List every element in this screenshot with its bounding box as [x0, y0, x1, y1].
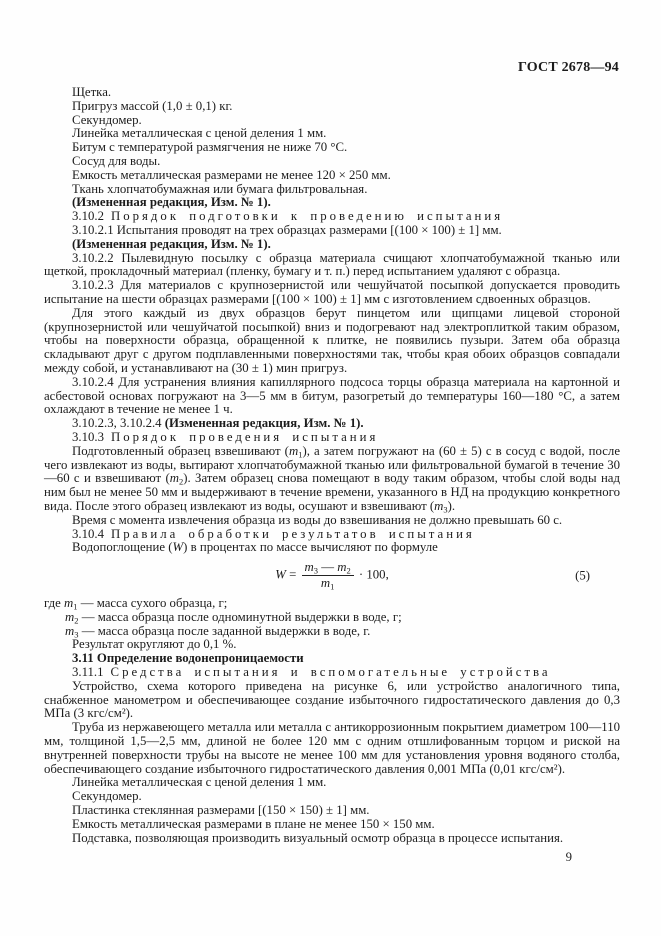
paragraph: Секундомер.	[72, 789, 142, 804]
water-absorption-formula	[44, 561, 620, 590]
paragraph: Пластинка стеклянная размерами [(150 × 150) ± 1] мм.	[72, 803, 370, 818]
paragraph: Пригруз массой (1,0 ± 0,1) кг.	[72, 98, 233, 113]
section-heading: 3.11 Определение водонепроницаемости	[72, 651, 304, 666]
paragraph: $m_3$ — масса образца после заданной выдержки в воде, г.	[65, 623, 371, 640]
paragraph: Подготовленный образец взвешивают $(m_1)$, а затем погружают на (60 ± 5) с в сосуд с водой, после чего извлекают из воды, вытирают хлопчатобумажной тканью или фильтровальной бумагой в течение 30—60 с и взвешивают $(m_2)$. Затем образец снова помещают в воду таким образом, чтобы слой воды над ним был не менее 50 мм и выдерживают в течение времени, указанного в НД на продукцию конкретного вида. После этого образец извлекают из воды, осушают и взвешивают $(m_3)$.	[44, 443, 621, 515]
paragraph: Для этого каждый из двух образцов берут пинцетом или щипцами лицевой стороной (крупнозернистой или чешуйчатой посыпкой) вниз и подогревают над электроплиткой таким образом, чтобы на поверхности образца, обращенной к плитке, не появились пузыри. Затем оба образца складывают друг с другом подплавленными поверхностями так, чтобы края обоих образцов совпадали между собой, и устанавливают на (30 ± 1) мин пригруз.	[44, 305, 620, 375]
paragraph: Линейка металлическая с ценой деления 1 мм.	[72, 775, 327, 790]
formula-number: (5)	[575, 568, 590, 583]
paragraph: 3.10.2.1 Испытания проводят на трех образцах размерами [(100 × 100) ± 1] мм.	[72, 222, 502, 237]
paragraph: Водопоглощение (W) в процентах по массе вычисляют по формуле	[72, 540, 438, 555]
paragraph: где $m_1$ — масса сухого образца, г;	[44, 596, 228, 612]
formula-fraction: $\frac{m_3 — m_2}{m_1}$	[302, 561, 354, 590]
paragraph: Устройство, схема которого приведена на рисунке 6, или устройство аналогичного типа, снабженное манометром и обеспечивающее создание избыточного гидростатического давления до 0,3 МПа (3 кгс/см²).	[44, 678, 620, 721]
paragraph: $m_2$ — масса образца после одноминутной выдержки в воде, г;	[65, 609, 402, 626]
amendment-note: 3.10.2.3, 3.10.2.4 (Измененная редакция, Изм. № 1).	[72, 416, 364, 431]
section-heading: 3.10.4 Правила обработки результатов испытания	[72, 526, 475, 541]
paragraph: Время с момента извлечения образца из воды до взвешивания не должно превышать 60 с.	[72, 512, 563, 527]
paragraph: Ткань хлопчатобумажная или бумага фильтровальная.	[72, 181, 368, 196]
section-heading: 3.11.1 Средства испытания и вспомогательные устройства	[72, 665, 551, 680]
paragraph: Емкость металлическая размерами не менее 120 × 250 мм.	[72, 167, 391, 182]
paragraph: Результат округляют до 0,1 %.	[72, 637, 237, 652]
paragraph: 3.10.2.2 Пылевидную посылку с образца материала счищают хлопчатобумажной тканью или щеткой, прокладочный материал (пленку, бумагу и т. п.) перед испытанием удаляют с образца.	[44, 250, 620, 279]
paragraph: Линейка металлическая с ценой деления 1 мм.	[72, 126, 327, 141]
paragraph: Труба из нержавеющего металла или металла с антикоррозионным покрытием диаметром 100—110 мм, толщиной 1,5—2,5 мм, длиной не более 120 мм с одним отшлифованным торцом и риской на внутренней поверхности трубы на высоте не менее 100 мм для установления уровня водяного столба, обеспечивающего создание избыточного гидростатического давления 0,001 МПа (0,01 кгс/см²).	[44, 720, 620, 776]
paragraph: Сосуд для воды.	[72, 153, 161, 168]
formula-expression: W = $\frac{m_3 — m_2}{m_1}$ · 100,	[275, 560, 389, 592]
paragraph: Подставка, позволяющая производить визуальный осмотр образца в процессе испытания.	[72, 830, 564, 845]
paragraph: Емкость металлическая размерами в плане не менее 150 × 150 мм.	[72, 816, 435, 831]
section-heading: 3.10.2 Порядок подготовки к проведению испытания	[72, 209, 504, 224]
paragraph: Битум с температурой размягчения не ниже 70 °С.	[72, 140, 348, 155]
section-heading: 3.10.3 Порядок проведения испытания	[72, 429, 379, 444]
paragraph: 3.10.2.4 Для устранения влияния капиллярного подсоса торцы образца материала на картонной и асбестовой основах погружают на 3—5 мм в битум, разогретый до температуры 160—180 °С, а затем охлаждают в течение не менее 1 ч.	[44, 374, 620, 417]
document-body	[44, 86, 620, 865]
paragraph: Щетка.	[72, 85, 112, 99]
amendment-note: (Измененная редакция, Изм. № 1).	[72, 236, 271, 251]
paragraph: Секундомер.	[72, 112, 142, 127]
amendment-note: (Измененная редакция, Изм. № 1).	[72, 195, 271, 210]
paragraph: 3.10.2.3 Для материалов с крупнозернистой или чешуйчатой посыпкой допускается проводить испытание на шести образцах размерами [(100 × 100) ± 1] мм с изготовлением сдвоенных образцов.	[44, 278, 620, 306]
page-number: 9	[565, 850, 572, 865]
document-header: ГОСТ 2678—94	[518, 60, 619, 75]
